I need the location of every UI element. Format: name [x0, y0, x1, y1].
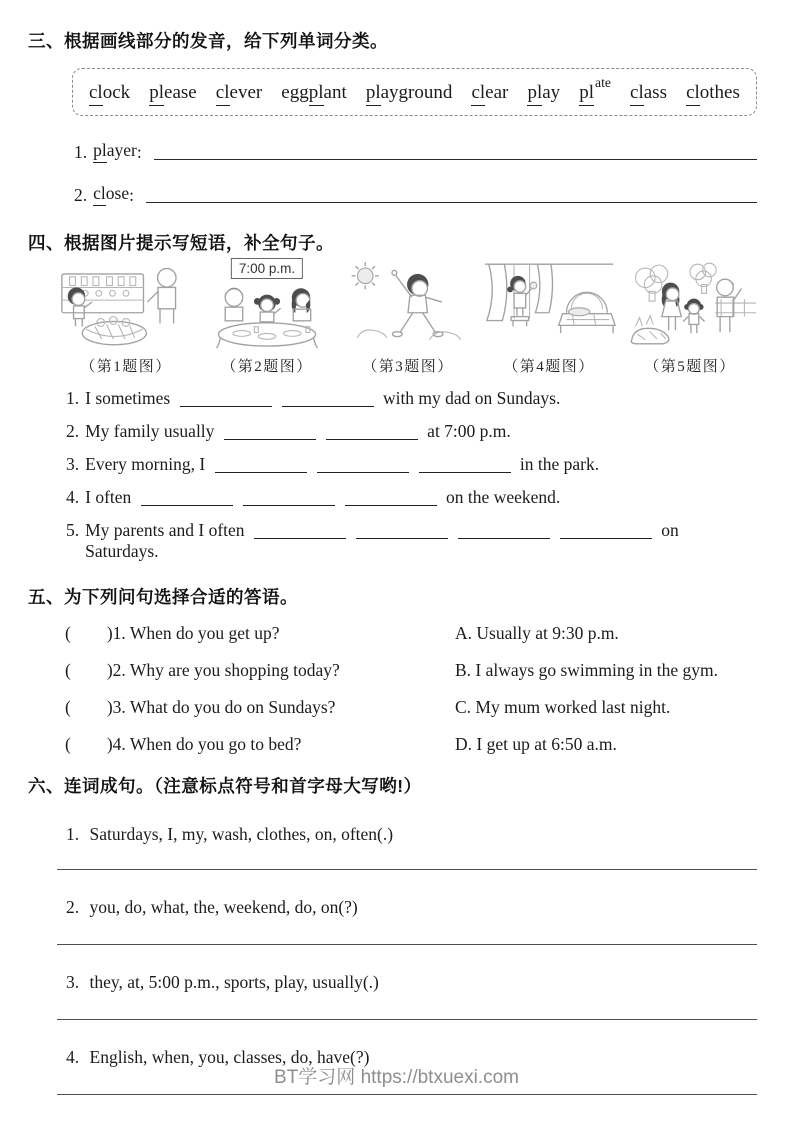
- section-5-matching: [65, 622, 757, 755]
- underlined-word: playground: [366, 82, 453, 106]
- sentence-5: [66, 520, 757, 562]
- underlined-letters: cl: [216, 82, 230, 106]
- question-number: 4.: [112, 734, 130, 754]
- rearrange-words: English, when, you, classes, do, have(?): [85, 1047, 370, 1067]
- fill-in-blank[interactable]: [141, 491, 233, 506]
- item-number: 2.: [66, 421, 80, 441]
- underlined-word: clothes: [686, 82, 740, 106]
- answer-line-1[interactable]: [57, 869, 757, 870]
- underlined-word: clever: [216, 82, 262, 106]
- answer-line-3[interactable]: [57, 1019, 757, 1020]
- underlined-letters: pl: [579, 82, 594, 106]
- raised-letters: ate: [595, 75, 611, 91]
- family-dinner-illustration: [199, 258, 335, 350]
- picture-4-clean-room: [481, 258, 617, 376]
- underlined-word: clear: [471, 82, 508, 106]
- bracket-close: ): [106, 697, 113, 717]
- match-row-1: [65, 622, 757, 644]
- shopping-with-dad-illustration: [58, 258, 194, 350]
- underlined-letters: pl: [527, 82, 542, 106]
- underlined-word: please: [149, 82, 196, 106]
- fill-in-blank[interactable]: [326, 425, 418, 440]
- colon: :: [136, 142, 142, 162]
- word-bank-box: [72, 68, 757, 116]
- rearrange-item-1: [66, 823, 757, 845]
- section-4-sentences: [66, 388, 757, 562]
- match-question-3: [65, 696, 455, 718]
- rearrange-words: Saturdays, I, my, wash, clothes, on, often(.): [85, 824, 394, 844]
- match-question-1: [65, 622, 455, 644]
- sentence-4: [66, 487, 757, 508]
- dinner-time-label: 7:00 p.m.: [231, 258, 303, 279]
- underlined-letters: cl: [89, 82, 103, 106]
- answer-line-2[interactable]: [57, 944, 757, 945]
- park-walk-illustration: [622, 258, 758, 350]
- underlined-word: clock: [89, 82, 130, 106]
- question-text: Why are you shopping today?: [129, 660, 340, 680]
- section-4-title: 四、根据图片提示写短语，补全句子。: [28, 233, 334, 253]
- picture-row: [58, 258, 757, 376]
- underlined-word: play: [527, 82, 560, 106]
- item-number: 4.: [66, 1047, 80, 1067]
- bracket-close: ): [106, 660, 113, 680]
- bracket-open: (: [65, 623, 71, 643]
- picture-3-caption: （第3题图）: [362, 359, 454, 375]
- underlined-word: [579, 75, 611, 106]
- item-number: 4.: [66, 487, 80, 507]
- answer-write-line[interactable]: [146, 202, 757, 203]
- colon: :: [129, 185, 134, 205]
- fill-in-blank[interactable]: [282, 392, 374, 407]
- item-number: 1.: [66, 388, 80, 408]
- morning-exercise-illustration: [340, 258, 476, 350]
- question-text: When do you go to bed?: [129, 734, 302, 754]
- sentence-text: I sometimes with my dad on Sundays.: [85, 388, 561, 408]
- underlined-letters: cl: [630, 82, 644, 106]
- question-number: 1.: [112, 623, 130, 643]
- answer-write-line[interactable]: [154, 159, 757, 160]
- underlined-letters: pl: [93, 140, 107, 163]
- classify-row-1: [74, 140, 757, 163]
- item-number: 5.: [66, 520, 80, 540]
- item-number: 1.: [74, 142, 88, 162]
- classify-row-2: [74, 183, 757, 206]
- underlined-letters: pl: [309, 82, 324, 106]
- fill-in-blank[interactable]: [224, 425, 316, 440]
- rearrange-item-2: [66, 896, 757, 918]
- section-3-classify-items: [28, 140, 757, 206]
- underlined-letters: cl: [686, 82, 700, 106]
- rearrange-words: you, do, what, the, weekend, do, on(?): [85, 897, 358, 917]
- question-text: When do you get up?: [129, 623, 280, 643]
- bracket-close: ): [106, 623, 113, 643]
- match-option-B: B. I always go swimming in the gym.: [455, 660, 718, 680]
- fill-in-blank[interactable]: [317, 458, 409, 473]
- picture-1-shopping: [58, 258, 194, 376]
- sentence-3: [66, 454, 757, 475]
- section-6-title: 六、连词成句。（注意标点符号和首字母大写哟!）: [28, 776, 422, 796]
- match-row-4: [65, 733, 757, 755]
- match-option-C: C. My mum worked last night.: [455, 697, 671, 717]
- answer-line-4[interactable]: [57, 1094, 757, 1095]
- picture-3-exercise: [340, 258, 476, 376]
- underlined-letters: cl: [471, 82, 485, 106]
- fill-in-blank[interactable]: [345, 491, 437, 506]
- sentence-text: I often on the weekend.: [85, 487, 561, 507]
- fill-in-blank[interactable]: [419, 458, 511, 473]
- section-5-title: 五、为下列问句选择合适的答语。: [28, 587, 298, 607]
- sentence-text: My parents and I often on Saturdays.: [85, 520, 679, 561]
- site-watermark: BT学习网 https://btxuexi.com: [274, 1067, 519, 1088]
- fill-in-blank[interactable]: [254, 524, 346, 539]
- picture-2-caption: （第2题图）: [221, 359, 313, 375]
- item-number: 3.: [66, 972, 80, 992]
- match-row-2: [65, 659, 757, 681]
- item-number: 1.: [66, 824, 80, 844]
- sentence-text: My family usually at 7:00 p.m.: [85, 421, 511, 441]
- match-option-A: A. Usually at 9:30 p.m.: [455, 623, 619, 643]
- picture-1-caption: （第1题图）: [80, 359, 172, 375]
- fill-in-blank[interactable]: [215, 458, 307, 473]
- fill-in-blank[interactable]: [458, 524, 550, 539]
- fill-in-blank[interactable]: [560, 524, 652, 539]
- item-number: 2.: [74, 185, 88, 205]
- underlined-letters: pl: [149, 82, 164, 106]
- picture-4-caption: （第4题图）: [503, 359, 595, 375]
- bracket-close: ): [106, 734, 113, 754]
- bracket-open: (: [65, 697, 71, 717]
- underlined-word: close: [93, 183, 129, 206]
- item-number: 2.: [66, 897, 80, 917]
- clean-room-illustration: [481, 258, 617, 350]
- question-text: What do you do on Sundays?: [129, 697, 336, 717]
- question-number: 2.: [112, 660, 130, 680]
- underlined-word: class: [630, 82, 667, 106]
- underlined-letters: pl: [366, 82, 381, 106]
- picture-5-park: [622, 258, 758, 376]
- match-option-D: D. I get up at 6:50 a.m.: [455, 734, 617, 754]
- fill-in-blank[interactable]: [180, 392, 272, 407]
- fill-in-blank[interactable]: [243, 491, 335, 506]
- rearrange-words: they, at, 5:00 p.m., sports, play, usually(.): [85, 972, 379, 992]
- match-question-2: [65, 659, 455, 681]
- item-number: 3.: [66, 454, 80, 474]
- section-6-rearrange-items: [28, 823, 757, 1095]
- picture-2-dinner: [199, 258, 335, 376]
- sentence-text: Every morning, I in the park.: [85, 454, 600, 474]
- underlined-word: player: [93, 140, 137, 163]
- question-number: 3.: [112, 697, 130, 717]
- bracket-open: (: [65, 734, 71, 754]
- underlined-letters: cl: [93, 183, 106, 206]
- rearrange-item-3: [66, 971, 757, 993]
- picture-5-caption: （第5题图）: [644, 359, 736, 375]
- section-3-title: 三、根据画线部分的发音，给下列单词分类。: [28, 31, 388, 51]
- match-row-3: [65, 696, 757, 718]
- bracket-open: (: [65, 660, 71, 680]
- fill-in-blank[interactable]: [356, 524, 448, 539]
- match-question-4: [65, 733, 455, 755]
- sentence-2: [66, 421, 757, 442]
- sentence-1: [66, 388, 757, 409]
- underlined-word: eggplant: [281, 82, 346, 106]
